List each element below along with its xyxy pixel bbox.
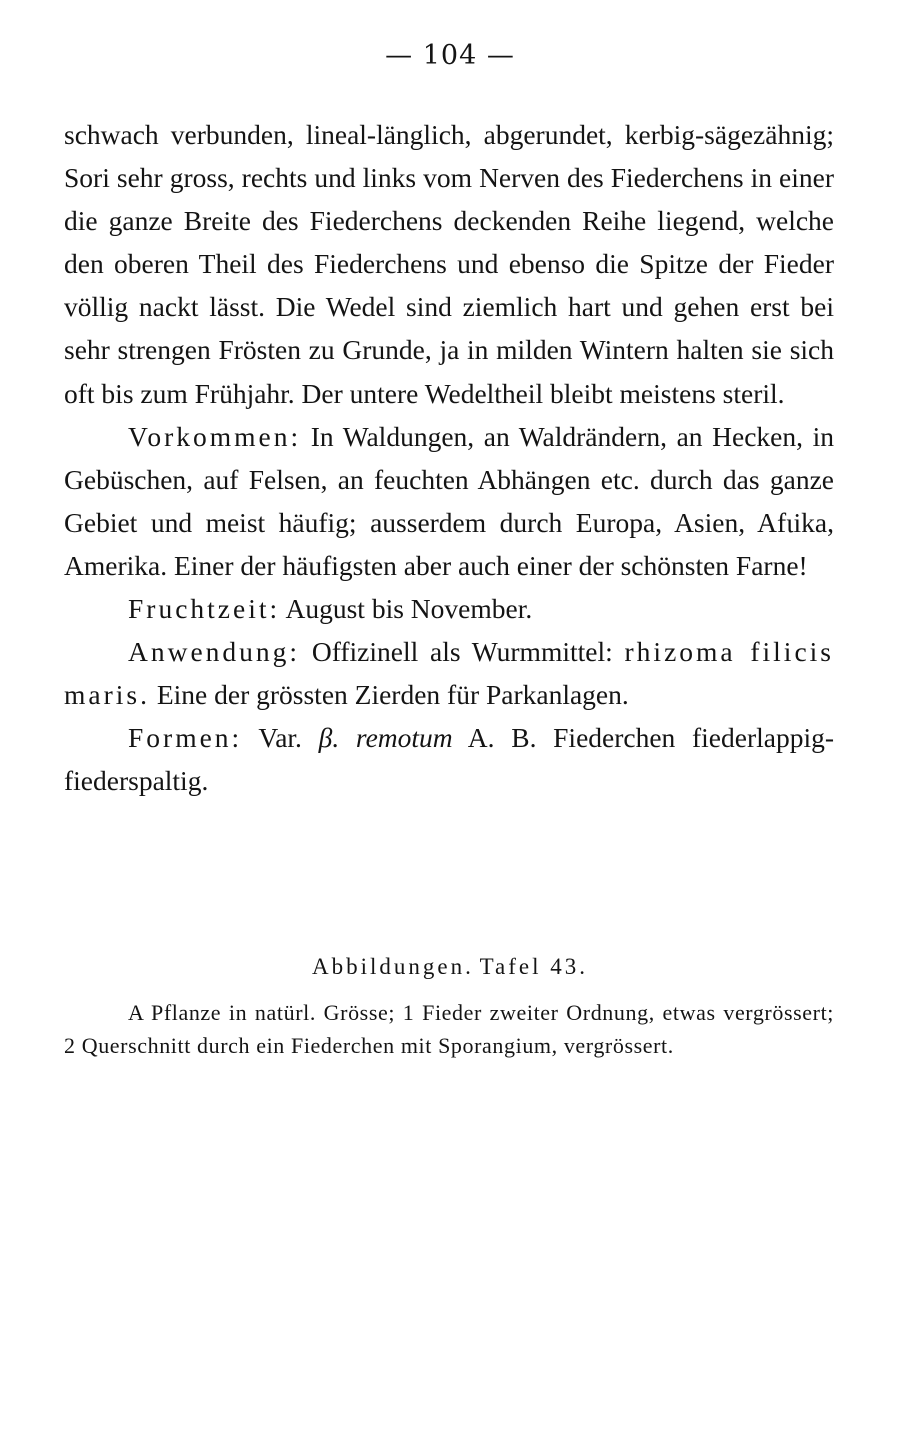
forms-label: Formen: — [128, 722, 243, 754]
figures-plate-number: Tafel 43. — [479, 954, 589, 979]
figures-caption-text: A Pflanze in natürl. Grösse; 1 Fieder zweiter Ordnung, etwas vergrössert; 2 Querschnitt durch ein Fiederchen mit Sporangium, vergrössert. — [64, 1000, 834, 1058]
usage-text: Offizinell als Wurmmittel: — [300, 636, 625, 668]
body-text — [64, 113, 834, 803]
forms-text: Var. — [242, 722, 319, 754]
figures-heading — [0, 954, 900, 980]
description-paragraph: schwach verbunden, lineal-länglich, abgerundet, kerbig-sägezähnig; Sori sehr gross, rechts und links vom Nerven des Fiederchens in einer die ganze Breite des Fiederchens deckenden Reihe liegend, welche den oberen Theil des Fiederchens und ebenso die Spitze der Fieder völlig nackt lässt. Die Wedel sind ziemlich hart und gehen erst bei sehr strengen Frösten zu Grunde, ja in milden Wintern halten sie sich oft bis zum Frühjahr. Der untere Wedeltheil bleibt meistens steril. — [64, 119, 834, 409]
forms-paragraph — [64, 716, 834, 802]
usage-label: Anwendung: — [128, 636, 301, 668]
occurrence-text: In Waldungen, an Waldrändern, an Hecken, in Gebüschen, auf Felsen, an feuchten Abhängen etc. durch das ganze Gebiet und meist häufig; ausserdem durch Europa, Asien, Afιika, Amerika. Einer der häufigsten aber auch einer der schönsten Farne! — [64, 420, 834, 581]
page-number: — 104 — — [385, 40, 515, 71]
fruiting-paragraph — [64, 587, 834, 630]
usage-paragraph — [64, 630, 834, 716]
forms-variety-name: β. remotum — [318, 722, 453, 754]
occurrence-paragraph — [64, 415, 834, 587]
forms-text-2: A. B. Fiederchen fiederlappig-fiederspaltig. — [64, 722, 834, 797]
usage-text-2: Eine der grössten Zierden für Parkanlagen. — [149, 679, 629, 711]
usage-drug-name: rhizoma filicis maris. — [64, 636, 834, 711]
figures-heading-label: Abbildungen. — [311, 954, 474, 979]
figures-caption — [64, 996, 834, 1062]
fruiting-label: Fruchtzeit: — [128, 593, 281, 625]
occurrence-label: Vorkommen: — [128, 420, 302, 452]
fruiting-text: August bis November. — [280, 593, 533, 625]
